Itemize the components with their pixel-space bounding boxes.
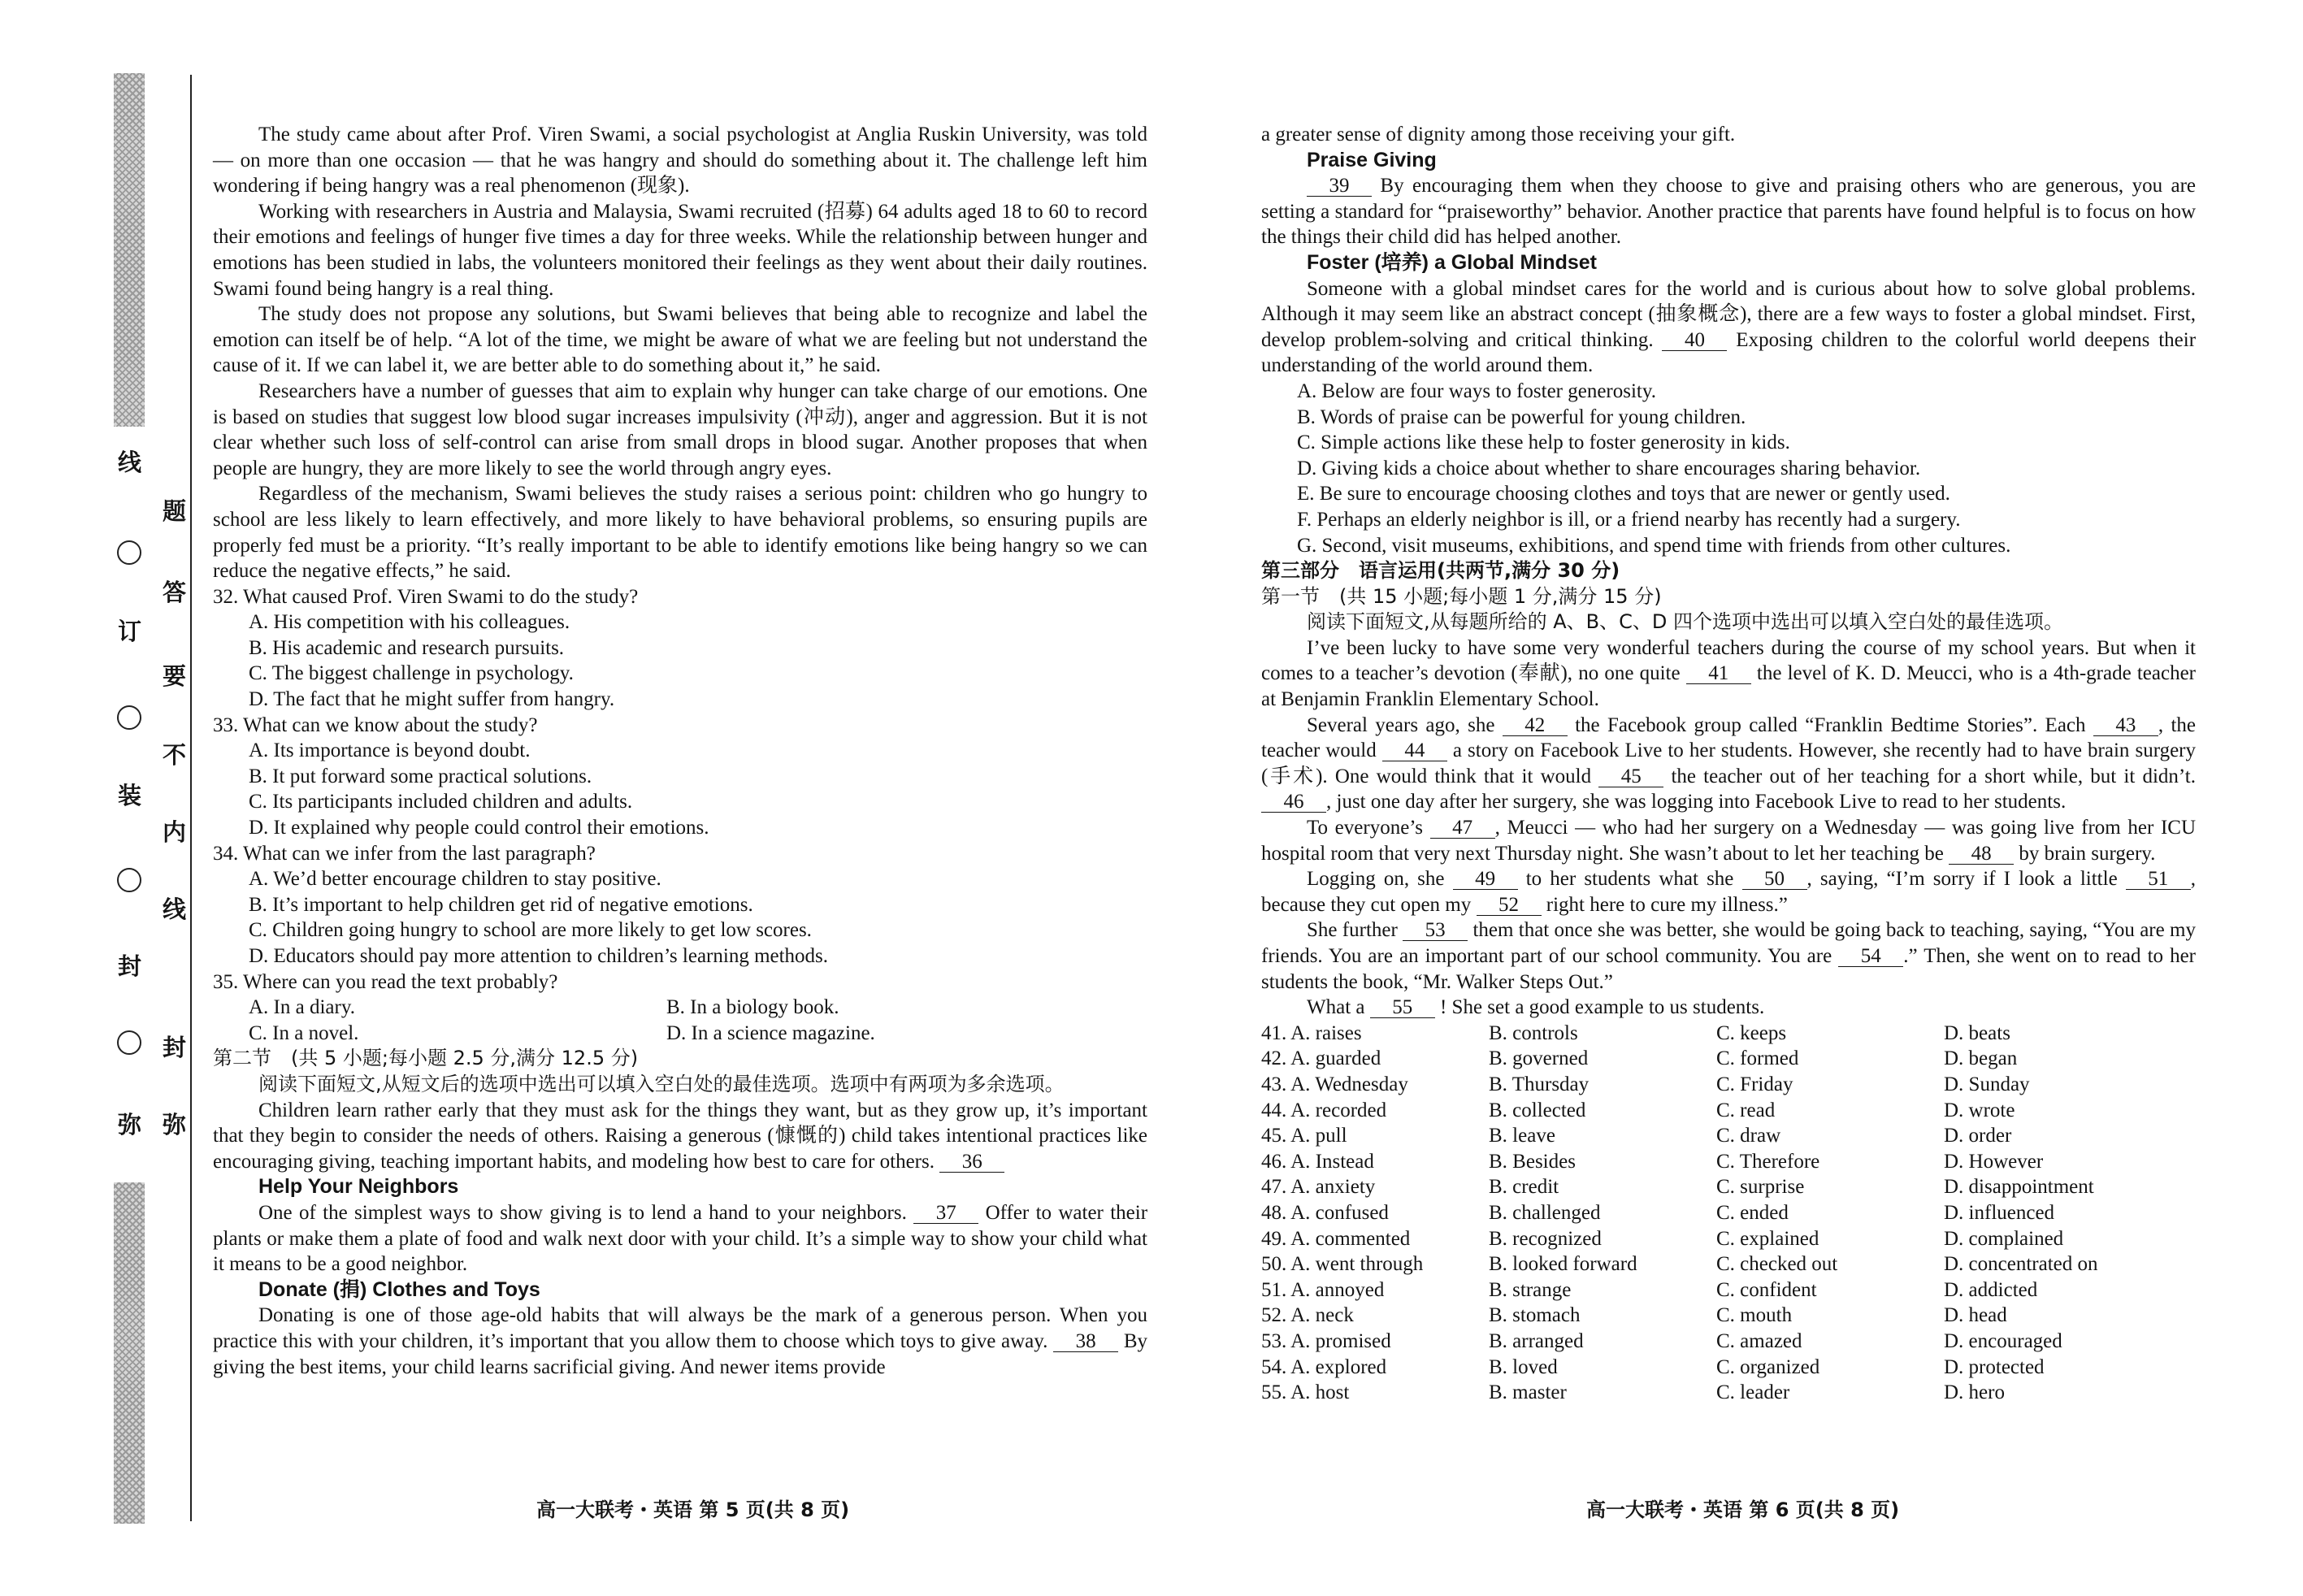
subheading: Donate (捐) Clothes and Toys — [258, 1277, 540, 1301]
page-5-column — [213, 122, 1147, 1380]
question-stem: 34. What can we infer from the last paragraph? — [213, 842, 596, 865]
choice-option: B. strange — [1489, 1278, 1572, 1301]
choice-option: C. keeps — [1716, 1021, 1787, 1044]
choice-option: C. ended — [1716, 1201, 1789, 1224]
passage-paragraph — [1261, 173, 2196, 250]
gutter-inner-char: 内 — [163, 818, 187, 846]
paragraph-text: , the teacher would — [1261, 713, 2197, 762]
choice-option: B. credit — [1489, 1176, 1559, 1199]
blank-38: 38 — [1053, 1331, 1118, 1352]
cloze-paragraph — [1261, 815, 2196, 866]
choice-option: B. looked forward — [1489, 1253, 1637, 1276]
question-stem: 32. What caused Prof. Viren Swami to do the study? — [213, 585, 639, 608]
choice-option: B. loved — [1489, 1355, 1558, 1378]
section-instructions: 阅读下面短文,从每题所给的 A、B、C、D 四个选项中选出可以填入空白处的最佳选项。 — [1307, 610, 2064, 634]
passage-paragraph — [213, 1200, 1147, 1277]
seven-choose-five-option: A. Below are four ways to foster generosity. — [1297, 379, 1657, 402]
choice-option: B. Thursday — [1489, 1073, 1590, 1095]
choice-option: 46. A. Instead — [1261, 1150, 1374, 1173]
choice-option: D. concentrated on — [1944, 1253, 2098, 1276]
seven-choose-five-option: B. Words of praise can be powerful for young children. — [1297, 406, 1746, 428]
blank-52: 52 — [1477, 895, 1542, 916]
blank-40: 40 — [1662, 330, 1727, 351]
question-34 — [213, 841, 1147, 969]
paragraph-text: ! She set a good example to us students. — [1439, 996, 1765, 1019]
choice-option: C. formed — [1716, 1047, 1799, 1070]
choice-row — [1261, 1149, 2196, 1175]
choice-option: D. began — [1944, 1047, 2018, 1070]
seven-choose-five-option: C. Simple actions like these help to foster generosity in kids. — [1297, 432, 1790, 454]
choice-option: 51. A. annoyed — [1261, 1278, 1385, 1301]
passage-paragraph — [213, 1098, 1147, 1175]
section-title: 第二节 (共 5 小题;每小题 2.5 分,满分 12.5 分) — [213, 1047, 639, 1070]
choice-option: D. However — [1944, 1150, 2044, 1173]
gutter-inner-char: 要 — [163, 662, 187, 690]
choice-option: 50. A. went through — [1261, 1253, 1424, 1276]
answer-option: D. Educators should pay more attention to children’s learning methods. — [249, 945, 829, 967]
question-35 — [213, 969, 1147, 1047]
gutter-circle — [117, 705, 141, 730]
passage-paragraph: Researchers have a number of guesses that aim to explain why hunger can take charge of our emotions. One is based on studies that suggest low blood sugar increases impulsivity (冲动), anger and aggression. But it is not clear whether such loss of self-control can arise from small drops in blood sugar. Another proposes that when people are hungry, they are more likely to see the world through angry eyes. — [213, 379, 1147, 479]
answer-option: B. His academic and research pursuits. — [249, 636, 565, 659]
paragraph-text: them that once she was better, she would be going back to teaching, saying, “You are my friends. You are an important part of our school community. You are — [1261, 919, 2196, 967]
choice-option: 48. A. confused — [1261, 1201, 1389, 1224]
answer-option: A. We’d better encourage children to stay positive. — [249, 868, 661, 891]
answer-option: A. Its importance is beyond doubt. — [249, 739, 531, 762]
cloze-paragraph — [1261, 635, 2196, 713]
paragraph-text: Several years ago, she — [1307, 713, 1495, 736]
paragraph-text: .” Then, she went on to read to her students the book, “Mr. Walker Steps Out.” — [1261, 945, 2196, 993]
cloze-paragraph — [1261, 713, 2196, 815]
blank-54: 54 — [1838, 946, 1903, 967]
choice-option: D. influenced — [1944, 1201, 2055, 1224]
choice-option: C. Therefore — [1716, 1150, 1820, 1173]
paragraph-text: What a — [1307, 996, 1365, 1019]
passage-paragraph: a greater sense of dignity among those receiving your gift. — [1261, 124, 1736, 145]
choice-option: C. mouth — [1716, 1304, 1793, 1327]
paragraph-text: To everyone’s — [1307, 817, 1423, 839]
paragraph-text: right here to cure my illness.” — [1546, 893, 1788, 916]
choice-row — [1261, 1251, 2196, 1277]
choice-option: C. amazed — [1716, 1329, 1802, 1352]
subheading: Help Your Neighbors — [258, 1175, 459, 1199]
paragraph-text: Exposing children to the colorful world deepens their understanding of the world around them. — [1261, 328, 2197, 377]
page-footer: 高一大联考・英语 第 6 页(共 8 页) — [1586, 1498, 1900, 1521]
choice-option: C. read — [1716, 1099, 1776, 1121]
blank-45: 45 — [1598, 766, 1663, 787]
paragraph-text: By encouraging them when they choose to give and praising others who are generous, you are setting a standard for “praiseworthy” behavior. Another practice that parents have found helpful is to focus on how the things their child did has helped another. — [1261, 175, 2196, 249]
choice-option: 45. A. pull — [1261, 1125, 1347, 1147]
choice-option: C. organized — [1716, 1355, 1820, 1378]
paragraph-text: Offer to water their plants or make them a plate of food and walk next door with your child. It’s a simple way to show your child what it means to be a good neighbor. — [213, 1201, 1148, 1276]
seven-choose-five-option: D. Giving kids a choice about whether to share encourages sharing behavior. — [1297, 457, 1921, 479]
paragraph-text: a story on Facebook Live to her students. However, she recently had to have brain surgery (手术). One would think that it would — [1261, 739, 2197, 787]
answer-option: C. Its participants included children and adults. — [249, 791, 633, 813]
blank-42: 42 — [1503, 715, 1568, 736]
paragraph-text: , because they cut open my — [1261, 868, 2197, 916]
answer-option: C. In a novel. — [249, 1021, 359, 1044]
choice-row — [1261, 1098, 2196, 1124]
answer-option: B. It’s important to help children get rid of negative emotions. — [249, 893, 753, 916]
choice-option: B. controls — [1489, 1021, 1578, 1044]
paragraph-text: She further — [1307, 919, 1398, 942]
blank-47: 47 — [1430, 818, 1495, 839]
gutter-inner-char: 弥 — [163, 1111, 187, 1138]
answer-option: B. It put forward some practical solutions. — [249, 765, 592, 787]
blank-55: 55 — [1370, 997, 1435, 1018]
blank-43: 43 — [2093, 715, 2158, 736]
blank-51: 51 — [2126, 869, 2191, 890]
passage-paragraph — [1261, 276, 2196, 379]
passage-paragraph: Regardless of the mechanism, Swami believes the study raises a serious point: children who go hungry to school are less likely to learn effectively, and more likely to have behavioral problems, so ensuring pupils are properly fed must be a priority. “It’s really important to be able to identify emotions like being hangry so we can reduce the negative effects,” he said. — [213, 483, 1147, 583]
choice-option: D. order — [1944, 1125, 2012, 1147]
paragraph-text: One of the simplest ways to show giving is to lend a hand to your neighbors. — [258, 1201, 907, 1224]
cloze-paragraph — [1261, 866, 2196, 917]
choice-option: B. stomach — [1489, 1304, 1581, 1327]
choice-option: B. Besides — [1489, 1150, 1576, 1173]
answer-option: A. In a diary. — [249, 996, 355, 1019]
paragraph-text: , saying, “I’m sorry if I look a little — [1806, 868, 2118, 891]
blank-53: 53 — [1403, 920, 1468, 941]
binding-line — [190, 75, 192, 1521]
choice-option: D. encouraged — [1944, 1329, 2062, 1352]
choice-option: 52. A. neck — [1261, 1304, 1354, 1327]
seven-choose-five-option: F. Perhaps an elderly neighbor is ill, or a friend nearby has recently had a surgery. — [1297, 508, 1961, 531]
choice-option: C. draw — [1716, 1125, 1781, 1147]
choice-option: 53. A. promised — [1261, 1329, 1391, 1352]
paragraph-text: By giving the best items, your child learns sacrificial giving. And newer items provide — [213, 1329, 1147, 1378]
choice-option: D. disappointment — [1944, 1176, 2094, 1199]
choice-row — [1261, 1303, 2196, 1329]
question-stem: 33. What can we know about the study? — [213, 713, 538, 736]
question-33 — [213, 713, 1147, 841]
blank-49: 49 — [1453, 869, 1518, 890]
paragraph-text: I’ve been lucky to have some very wonderful teachers during the course of my school years. But when it comes to a teacher’s devotion (奉献), no one quite — [1261, 636, 2196, 685]
cloze-choice-table — [1261, 1021, 2196, 1406]
gutter-inner-char: 题 — [163, 497, 187, 525]
choice-option: 54. A. explored — [1261, 1355, 1387, 1378]
answer-option: B. In a biology book. — [666, 996, 839, 1019]
paragraph-text: Someone with a global mindset cares for the world and is curious about how to solve global problems. Although it may seem like an abstract concept (抽象概念), there are a few ways to foster a global mindset. First, develop problem-solving and critical thinking. — [1261, 277, 2196, 351]
choice-option: 47. A. anxiety — [1261, 1176, 1376, 1199]
choice-option: 43. A. Wednesday — [1261, 1073, 1408, 1095]
subheading: Foster (培养) a Global Mindset — [1307, 250, 1597, 274]
gutter-inner-char: 线 — [163, 896, 187, 923]
subheading: Praise Giving — [1307, 148, 1437, 171]
paragraph-text: the Facebook group called “Franklin Bedtime Stories”. Each — [1575, 713, 2086, 736]
paragraph-text: , just one day after her surgery, she was logging into Facebook Live to read to her students. — [1326, 791, 2067, 813]
choice-row — [1261, 1174, 2196, 1200]
paragraph-text: Logging on, she — [1307, 868, 1445, 891]
gutter-outer-char: 弥 — [118, 1111, 142, 1138]
answer-option: D. In a science magazine. — [666, 1021, 875, 1044]
passage-paragraph: The study does not propose any solutions, but Swami believes that being able to recognize and label the emotion can itself be of help. “A lot of the time, we might be aware of what we are feeling but not understand the cause of it. If we can label it, we are better able to do something about it,” he said. — [213, 303, 1147, 377]
choice-option: D. beats — [1944, 1021, 2010, 1044]
gutter-outer-char: 装 — [118, 782, 142, 809]
choice-option: D. hero — [1944, 1381, 2005, 1404]
choice-option: D. head — [1944, 1304, 2007, 1327]
choice-option: 42. A. guarded — [1261, 1047, 1381, 1070]
paragraph-text: by brain surgery. — [2019, 842, 2156, 865]
gutter-outer-char: 线 — [118, 449, 142, 476]
choice-option: 49. A. commented — [1261, 1227, 1411, 1250]
blank-48: 48 — [1949, 844, 2014, 865]
choice-option: D. protected — [1944, 1355, 2045, 1378]
answer-option: D. It explained why people could control their emotions. — [249, 817, 709, 839]
choice-row — [1261, 1380, 2196, 1406]
blank-37: 37 — [913, 1203, 978, 1224]
choice-option: 44. A. recorded — [1261, 1099, 1387, 1121]
choice-option: 55. A. host — [1261, 1381, 1350, 1404]
paragraph-text: Donating is one of those age-old habits that will always be the mark of a generous person. When you practice this with your children, it’s important that you allow them to choose which toys to give away. — [213, 1304, 1147, 1352]
cloze-paragraph — [1261, 917, 2196, 995]
answer-option: C. Children going hungry to school are more likely to get low scores. — [249, 919, 812, 942]
choice-option: D. complained — [1944, 1227, 2064, 1250]
part-title: 第三部分 语言运用(共两节,满分 30 分) — [1261, 559, 1620, 583]
blank-50: 50 — [1742, 869, 1807, 890]
section-title: 第一节 (共 15 小题;每小题 1 分,满分 15 分) — [1261, 584, 1662, 608]
choice-row — [1261, 1046, 2196, 1072]
page-footer: 高一大联考・英语 第 5 页(共 8 页) — [536, 1498, 850, 1521]
choice-option: B. arranged — [1489, 1329, 1584, 1352]
gutter-inner-char: 答 — [163, 579, 187, 606]
question-stem: 35. Where can you read the text probably? — [213, 970, 558, 993]
paragraph-text: , Meucci — who had her surgery on a Wednesday — was going live from her ICU hospital room that very next Thursday night. She wasn’t about to let her teaching be — [1261, 817, 2196, 865]
choice-row — [1261, 1200, 2196, 1226]
passage-paragraph: Working with researchers in Austria and Malaysia, Swami recruited (招募) 64 adults aged 18 to 60 to record their emotions and feelings of hunger five times a day for three weeks. While the relationship between hunger and emotions has been studied in labs, the volunteers monitored their feelings as they went about their daily routines. Swami found being hangry is a real thing. — [213, 200, 1147, 300]
choice-option: B. collected — [1489, 1099, 1586, 1121]
gutter-circle — [117, 1030, 141, 1055]
answer-option: C. The biggest challenge in psychology. — [249, 662, 574, 685]
choice-option: B. recognized — [1489, 1227, 1602, 1250]
gutter-circle — [117, 540, 141, 565]
choice-option: C. explained — [1716, 1227, 1819, 1250]
choice-row — [1261, 1355, 2196, 1381]
choice-option: C. confident — [1716, 1278, 1817, 1301]
section-instructions: 阅读下面短文,从短文后的选项中选出可以填入空白处的最佳选项。选项中有两项为多余选项。 — [258, 1072, 1065, 1095]
answer-option: D. The fact that he might suffer from hangry. — [249, 688, 615, 711]
choice-row — [1261, 1277, 2196, 1303]
passage-paragraph: The study came about after Prof. Viren Swami, a social psychologist at Anglia Ruskin University, was told — on more than one occasion — that he was hangry and should do something about it. The challenge left him wondering if being hangry was a real phenomenon (现象). — [213, 124, 1147, 197]
blank-41: 41 — [1686, 663, 1751, 684]
paragraph-text: to her students what she — [1525, 868, 1734, 891]
blank-44: 44 — [1382, 740, 1447, 761]
paragraph-text: the teacher out of her teaching for a short while, but it didn’t. — [1671, 765, 2196, 787]
choice-option: B. leave — [1489, 1125, 1555, 1147]
paragraph-text: Children learn rather early that they must ask for the things they want, but as they grow up, it’s important that they begin to consider the needs of others. Raising a generous (慷慨的) child takes intentional practices like encouraging giving, teaching important habits, and modeling how best to care for others. — [213, 1099, 1147, 1173]
gutter-outer-char: 封 — [118, 952, 142, 980]
passage-paragraph — [213, 1303, 1147, 1380]
choice-option: B. challenged — [1489, 1201, 1601, 1224]
gutter-inner-char: 不 — [163, 741, 187, 769]
question-32 — [213, 584, 1147, 713]
choice-option: D. Sunday — [1944, 1073, 2030, 1095]
gutter-outer-char: 订 — [118, 618, 142, 645]
choice-option: C. checked out — [1716, 1253, 1838, 1276]
cloze-paragraph — [1261, 995, 2196, 1021]
choice-option: B. master — [1489, 1381, 1567, 1404]
choice-row — [1261, 1123, 2196, 1149]
seven-choose-five-option: E. Be sure to encourage choosing clothes and toys that are newer or gently used. — [1297, 483, 1950, 505]
choice-row — [1261, 1021, 2196, 1047]
page-6-column — [1261, 122, 2196, 1406]
choice-option: C. leader — [1716, 1381, 1790, 1404]
blank-39: 39 — [1307, 176, 1372, 197]
answer-option: A. His competition with his colleagues. — [249, 611, 570, 634]
gutter-inner-char: 封 — [163, 1034, 187, 1061]
blank-46: 46 — [1261, 791, 1326, 813]
choice-option: D. wrote — [1944, 1099, 2015, 1121]
choice-row — [1261, 1226, 2196, 1252]
seven-choose-five-option: G. Second, visit museums, exhibitions, and spend time with friends from other cultures. — [1297, 534, 2011, 557]
choice-option: C. surprise — [1716, 1176, 1805, 1199]
choice-option: C. Friday — [1716, 1073, 1793, 1095]
choice-option: D. addicted — [1944, 1278, 2038, 1301]
gutter-circle — [117, 868, 141, 892]
paragraph-text: the level of K. D. Meucci, who is a 4th-grade teacher at Benjamin Franklin Elementary School. — [1261, 662, 2196, 711]
choice-option: 41. A. raises — [1261, 1021, 1362, 1044]
blank-36: 36 — [939, 1151, 1004, 1173]
choice-option: B. governed — [1489, 1047, 1589, 1070]
choice-row — [1261, 1329, 2196, 1355]
choice-row — [1261, 1072, 2196, 1098]
